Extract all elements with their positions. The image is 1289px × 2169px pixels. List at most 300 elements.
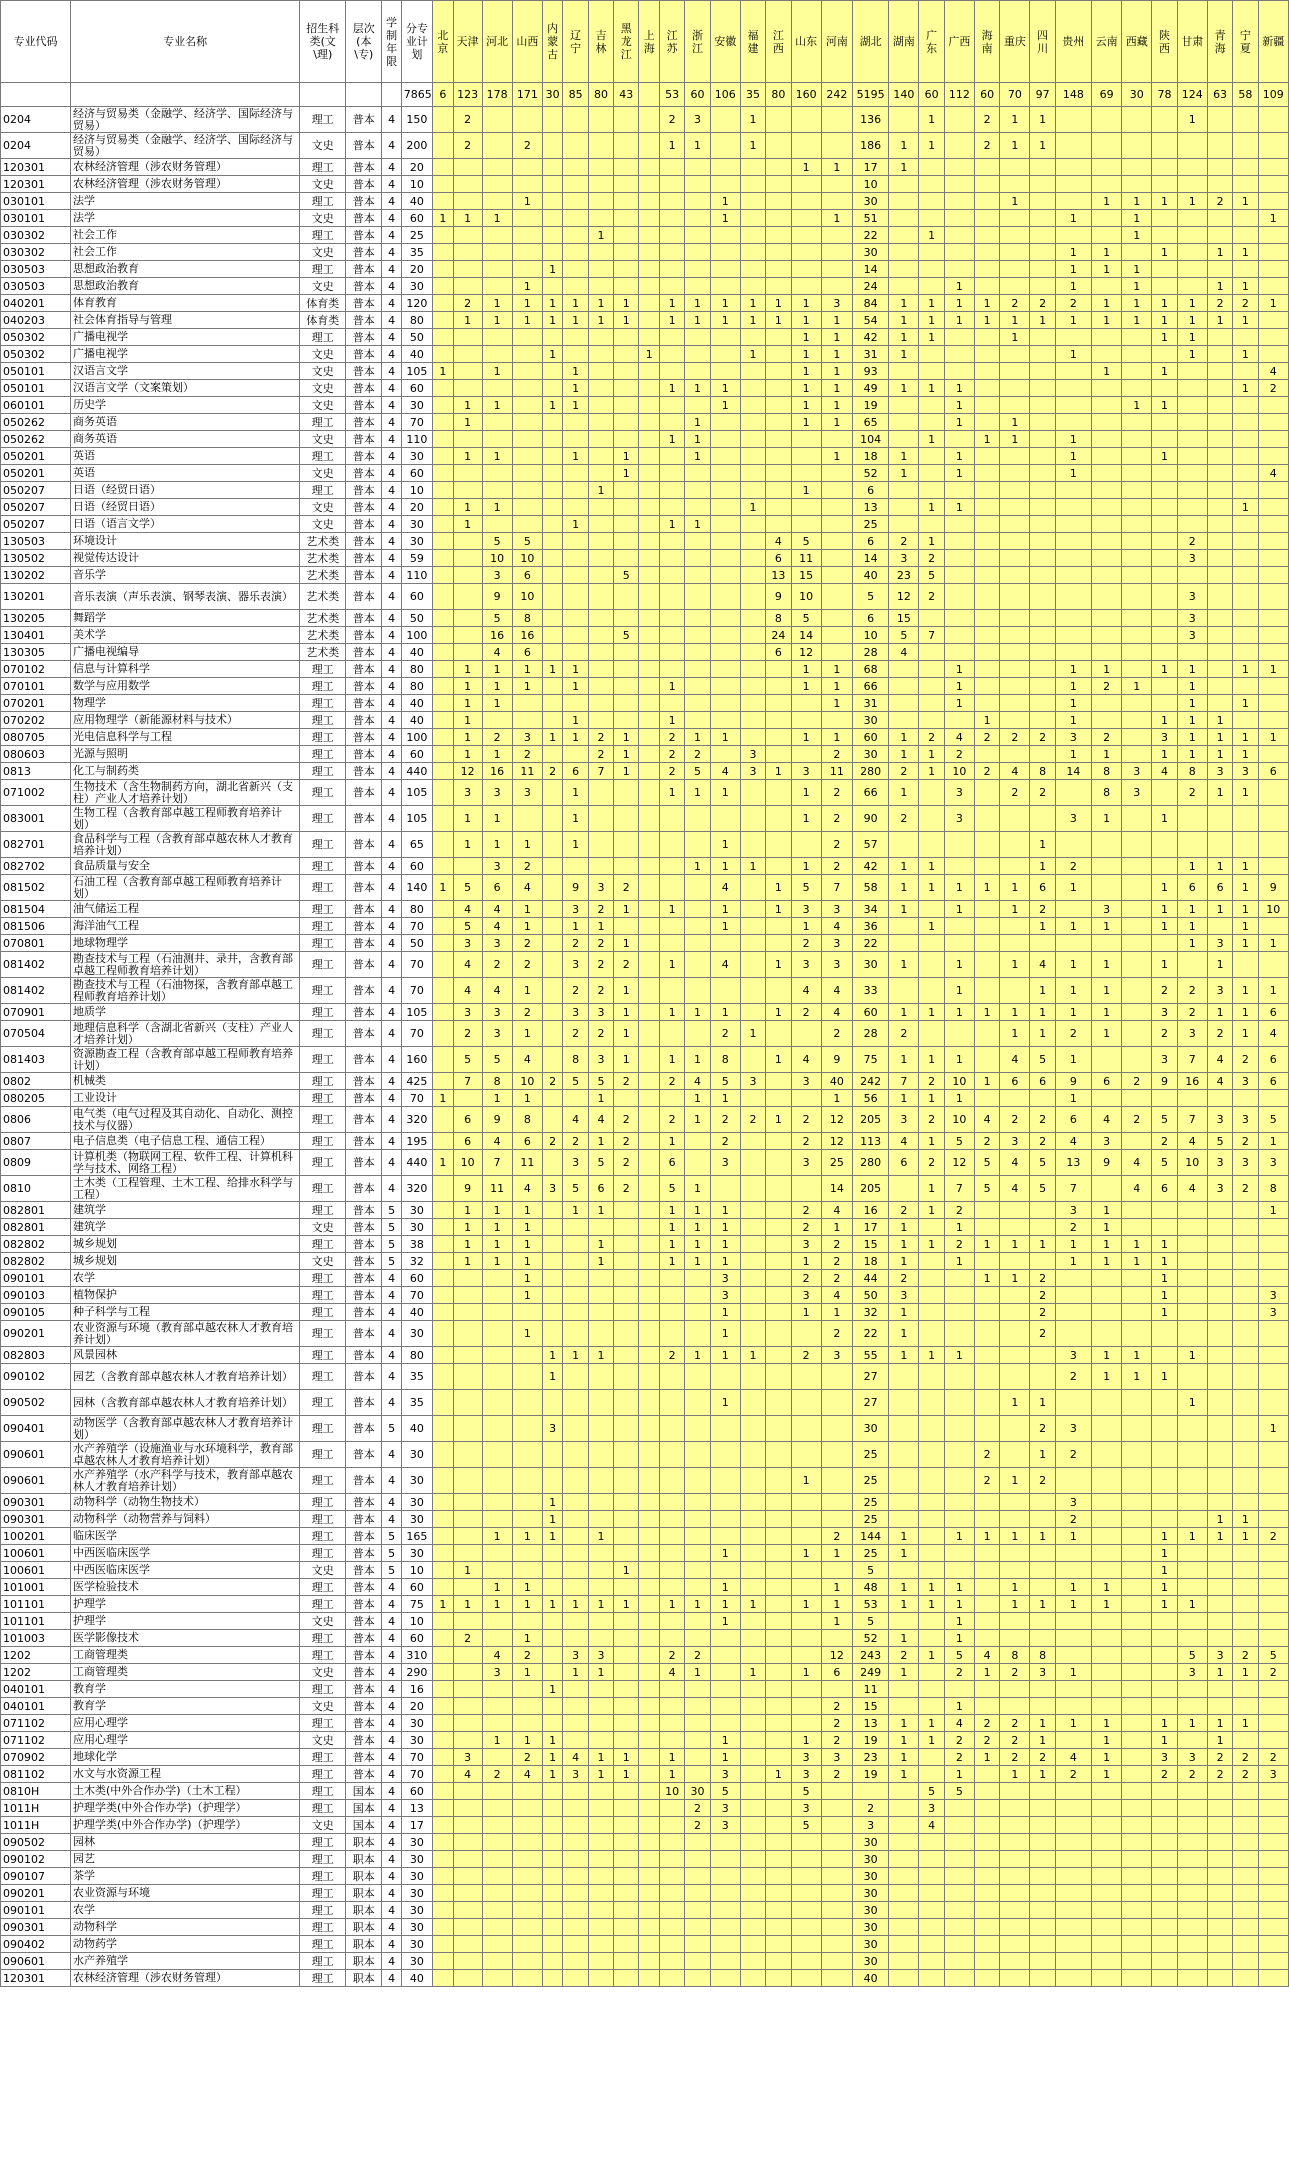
cell-province-count: [685, 1390, 710, 1416]
cell-province-count: 1: [685, 1596, 710, 1613]
cell-province-count: 5: [710, 1783, 740, 1800]
header-province: 河南: [821, 1, 852, 83]
cell-province-count: 1: [1092, 1236, 1122, 1253]
cell-province-count: 1: [1122, 210, 1152, 227]
cell-level: 普本: [346, 1090, 382, 1107]
cell-code: 0810: [1, 1176, 71, 1202]
cell-province-count: [791, 1936, 821, 1953]
cell-province-count: 2: [710, 1021, 740, 1047]
cell-level: 普本: [346, 1766, 382, 1783]
cell-plan: 200: [401, 133, 432, 159]
cell-province-count: [482, 1613, 512, 1630]
cell-code: 040101: [1, 1698, 71, 1715]
cell-province-count: 14: [821, 1176, 852, 1202]
cell-province-count: [659, 278, 684, 295]
cell-province-count: 1: [659, 1004, 684, 1021]
cell-province-count: 54: [853, 312, 889, 329]
cell-name: 教育学: [71, 1681, 300, 1698]
table-row: [1, 431, 1289, 448]
cell-province-count: [542, 1936, 563, 1953]
cell-province-count: [889, 1442, 919, 1468]
cell-province-count: [685, 1494, 710, 1511]
cell-province-count: [639, 1047, 660, 1073]
cell-province-count: [588, 806, 613, 832]
cell-province-count: [563, 1304, 588, 1321]
cell-province-count: [740, 448, 765, 465]
cell-province-count: 2: [1030, 295, 1055, 312]
cell-province-count: [1000, 1800, 1030, 1817]
cell-province-count: 1: [659, 1219, 684, 1236]
cell-province-count: 6: [512, 1133, 542, 1150]
cell-name: 农林经济管理（涉农财务管理）: [71, 159, 300, 176]
cell-level: 职本: [346, 1970, 382, 1987]
cell-province-count: 1: [659, 952, 684, 978]
cell-province-count: [1000, 380, 1030, 397]
cell-province-count: 14: [1055, 763, 1091, 780]
cell-name: 工商管理类: [71, 1647, 300, 1664]
table-row: [1, 1613, 1289, 1630]
cell-province-count: 3: [1177, 627, 1207, 644]
cell-province-count: [639, 1545, 660, 1562]
cell-province-count: [614, 695, 639, 712]
cell-province-count: 15: [889, 610, 919, 627]
cell-province-count: 1: [482, 1732, 512, 1749]
cell-province-count: [614, 533, 639, 550]
cell-province-count: 1: [1207, 312, 1232, 329]
cell-province-count: [614, 661, 639, 678]
cell-years: 4: [382, 482, 401, 499]
cell-province-count: 1: [1152, 1562, 1177, 1579]
cell-province-count: [1030, 1613, 1055, 1630]
cell-province-count: [766, 1664, 791, 1681]
cell-province-count: [1207, 806, 1232, 832]
cell-province-count: [433, 1579, 454, 1596]
cell-level: 普本: [346, 935, 382, 952]
cell-province-count: 1: [512, 1219, 542, 1236]
cell-province-count: [614, 278, 639, 295]
cell-province-count: 2: [1122, 1107, 1152, 1133]
cell-province-count: [1152, 133, 1177, 159]
cell-province-count: [639, 1579, 660, 1596]
cell-level: 普本: [346, 1630, 382, 1647]
cell-province-count: 2: [1092, 678, 1122, 695]
cell-province-count: 4: [1000, 1150, 1030, 1176]
cell-code: 050207: [1, 499, 71, 516]
cell-name: 农学: [71, 1902, 300, 1919]
cell-name: 日语（经贸日语）: [71, 499, 300, 516]
cell-name: 环境设计: [71, 533, 300, 550]
cell-province-count: 52: [853, 1630, 889, 1647]
cell-province-count: [639, 1562, 660, 1579]
cell-plan: 60: [401, 1783, 432, 1800]
cell-province-count: 1: [710, 1732, 740, 1749]
cell-province-count: [740, 1253, 765, 1270]
cell-province-count: 1: [710, 1347, 740, 1364]
cell-province-count: [791, 1647, 821, 1664]
cell-province-count: 1: [685, 858, 710, 875]
cell-province-count: [685, 1287, 710, 1304]
cell-province-count: [542, 644, 563, 661]
cell-province-count: [1258, 1347, 1288, 1364]
cell-province-count: [1000, 1364, 1030, 1390]
cell-province-count: [542, 1902, 563, 1919]
cell-province-count: 1: [791, 858, 821, 875]
cell-category: 文史: [300, 431, 346, 448]
cell-province-count: [1000, 712, 1030, 729]
cell-province-count: 1: [1000, 1021, 1030, 1047]
cell-province-count: [1092, 644, 1122, 661]
cell-code: 083001: [1, 806, 71, 832]
cell-level: 普本: [346, 729, 382, 746]
cell-province-count: [710, 935, 740, 952]
cell-province-count: 8: [512, 1107, 542, 1133]
cell-years: 4: [382, 1919, 401, 1936]
cell-province-count: 1: [791, 482, 821, 499]
cell-level: 普本: [346, 550, 382, 567]
cell-province-count: [944, 482, 974, 499]
cell-level: 国本: [346, 1783, 382, 1800]
cell-province-count: 2: [1233, 1176, 1258, 1202]
cell-province-count: [919, 644, 944, 661]
cell-province-count: [740, 278, 765, 295]
cell-province-count: [1233, 1321, 1258, 1347]
cell-province-count: [542, 431, 563, 448]
cell-code: 082802: [1, 1253, 71, 1270]
cell-province-count: [740, 1766, 765, 1783]
cell-province-count: 5: [453, 1047, 482, 1073]
cell-province-count: 1: [482, 1579, 512, 1596]
cell-province-count: [766, 1902, 791, 1919]
cell-province-count: [482, 278, 512, 295]
cell-province-count: 1: [1055, 431, 1091, 448]
cell-level: 普本: [346, 1468, 382, 1494]
cell-province-count: [919, 1528, 944, 1545]
cell-years: 4: [382, 1800, 401, 1817]
cell-province-count: [1207, 1442, 1232, 1468]
cell-province-count: 27: [853, 1364, 889, 1390]
cell-province-count: [588, 627, 613, 644]
cell-province-count: 2: [791, 1270, 821, 1287]
cell-province-count: [919, 1664, 944, 1681]
cell-province-count: [659, 1800, 684, 1817]
cell-province-count: [563, 1562, 588, 1579]
totals-cell: 171: [512, 83, 542, 107]
cell-province-count: 2: [1030, 1321, 1055, 1347]
cell-province-count: 1: [919, 380, 944, 397]
cell-province-count: [1030, 516, 1055, 533]
table-row: [1, 780, 1289, 806]
cell-province-count: [1055, 1953, 1091, 1970]
cell-province-count: 1: [542, 295, 563, 312]
cell-province-count: 1: [821, 1090, 852, 1107]
cell-level: 普本: [346, 1562, 382, 1579]
cell-name: 日语（语言文学）: [71, 516, 300, 533]
cell-province-count: [974, 159, 999, 176]
totals-cell: [346, 83, 382, 107]
cell-province-count: 1: [482, 1090, 512, 1107]
cell-province-count: 1: [889, 1579, 919, 1596]
cell-province-count: [588, 193, 613, 210]
cell-province-count: [685, 1868, 710, 1885]
cell-province-count: [944, 1834, 974, 1851]
cell-province-count: [710, 584, 740, 610]
cell-province-count: 1: [512, 278, 542, 295]
cell-province-count: 1: [1000, 193, 1030, 210]
cell-category: 理工: [300, 1004, 346, 1021]
cell-province-count: [512, 1868, 542, 1885]
cell-province-count: [453, 627, 482, 644]
cell-province-count: [1122, 729, 1152, 746]
cell-province-count: [1122, 1681, 1152, 1698]
cell-code: 080705: [1, 729, 71, 746]
cell-province-count: [433, 516, 454, 533]
cell-level: 普本: [346, 363, 382, 380]
cell-province-count: [1122, 610, 1152, 627]
cell-province-count: [889, 1851, 919, 1868]
cell-province-count: 3: [791, 1073, 821, 1090]
cell-province-count: [1000, 1885, 1030, 1902]
cell-plan: 110: [401, 567, 432, 584]
cell-province-count: [614, 176, 639, 193]
cell-province-count: [710, 107, 740, 133]
cell-province-count: [1055, 550, 1091, 567]
cell-province-count: [740, 1647, 765, 1664]
cell-province-count: 17: [853, 159, 889, 176]
cell-province-count: [974, 1800, 999, 1817]
cell-province-count: [974, 1304, 999, 1321]
cell-province-count: 4: [821, 1287, 852, 1304]
cell-province-count: 11: [821, 763, 852, 780]
cell-province-count: [639, 550, 660, 567]
cell-province-count: [1000, 567, 1030, 584]
cell-province-count: [974, 695, 999, 712]
cell-province-count: 3: [512, 729, 542, 746]
cell-province-count: [1122, 1468, 1152, 1494]
cell-province-count: 2: [1030, 1304, 1055, 1321]
cell-province-count: [766, 1073, 791, 1090]
cell-province-count: [919, 414, 944, 431]
cell-province-count: [639, 176, 660, 193]
cell-province-count: [685, 806, 710, 832]
cell-province-count: [659, 227, 684, 244]
cell-years: 4: [382, 1851, 401, 1868]
cell-level: 普本: [346, 1253, 382, 1270]
cell-province-count: 1: [453, 1596, 482, 1613]
cell-province-count: [639, 978, 660, 1004]
cell-province-count: 10: [944, 1107, 974, 1133]
cell-province-count: [944, 1270, 974, 1287]
cell-province-count: [1122, 1851, 1152, 1868]
cell-province-count: [685, 627, 710, 644]
cell-years: 4: [382, 1073, 401, 1090]
cell-province-count: 19: [853, 1732, 889, 1749]
cell-province-count: 25: [821, 1150, 852, 1176]
cell-province-count: 6: [1092, 1073, 1122, 1090]
cell-province-count: [1177, 806, 1207, 832]
cell-province-count: [1207, 1630, 1232, 1647]
cell-province-count: [1207, 1698, 1232, 1715]
totals-cell: [1, 83, 71, 107]
totals-cell: 80: [766, 83, 791, 107]
header-province: 上海: [639, 1, 660, 83]
cell-name: 园林: [71, 1834, 300, 1851]
cell-province-count: [433, 346, 454, 363]
cell-province-count: [433, 380, 454, 397]
cell-province-count: 1: [1233, 380, 1258, 397]
cell-province-count: 1: [791, 1253, 821, 1270]
cell-province-count: [1207, 1287, 1232, 1304]
cell-province-count: 25: [853, 1511, 889, 1528]
cell-province-count: 1: [710, 1219, 740, 1236]
cell-province-count: [740, 1749, 765, 1766]
cell-province-count: [433, 414, 454, 431]
cell-province-count: [639, 1528, 660, 1545]
cell-province-count: [791, 1834, 821, 1851]
cell-province-count: [889, 482, 919, 499]
cell-province-count: 1: [791, 159, 821, 176]
cell-province-count: [659, 1270, 684, 1287]
cell-years: 4: [382, 1902, 401, 1919]
cell-province-count: 17: [853, 1219, 889, 1236]
cell-province-count: [659, 363, 684, 380]
cell-province-count: [1055, 1545, 1091, 1562]
cell-province-count: [821, 584, 852, 610]
cell-province-count: [1000, 661, 1030, 678]
cell-province-count: [639, 1630, 660, 1647]
cell-plan: 40: [401, 346, 432, 363]
cell-province-count: 10: [944, 1073, 974, 1090]
cell-name: 园林（含教育部卓越农林人才教育培养计划）: [71, 1390, 300, 1416]
cell-province-count: [710, 1885, 740, 1902]
cell-province-count: [482, 482, 512, 499]
cell-province-count: 1: [710, 193, 740, 210]
cell-province-count: [710, 1715, 740, 1732]
cell-province-count: [1092, 465, 1122, 482]
cell-years: 4: [382, 1817, 401, 1834]
cell-province-count: 1: [542, 1347, 563, 1364]
cell-category: 理工: [300, 1647, 346, 1664]
cell-province-count: [685, 1902, 710, 1919]
cell-province-count: [766, 465, 791, 482]
cell-name: 数学与应用数学: [71, 678, 300, 695]
cell-province-count: [542, 193, 563, 210]
cell-province-count: [1122, 1919, 1152, 1936]
cell-province-count: [659, 1715, 684, 1732]
cell-province-count: [1092, 550, 1122, 567]
cell-province-count: [1092, 1783, 1122, 1800]
cell-province-count: [614, 159, 639, 176]
cell-code: 050201: [1, 465, 71, 482]
cell-plan: 32: [401, 1253, 432, 1270]
cell-province-count: [944, 1416, 974, 1442]
cell-category: 理工: [300, 1868, 346, 1885]
cell-category: 艺术类: [300, 584, 346, 610]
cell-province-count: 1: [1000, 431, 1030, 448]
cell-code: 050101: [1, 363, 71, 380]
cell-province-count: [563, 1868, 588, 1885]
cell-province-count: [1233, 133, 1258, 159]
cell-province-count: [433, 729, 454, 746]
cell-province-count: [1177, 1090, 1207, 1107]
cell-province-count: 1: [1122, 1236, 1152, 1253]
cell-province-count: [710, 1468, 740, 1494]
cell-province-count: 3: [563, 1766, 588, 1783]
cell-code: 090601: [1, 1953, 71, 1970]
cell-province-count: [482, 176, 512, 193]
cell-province-count: 7: [1177, 1107, 1207, 1133]
cell-province-count: 1: [563, 1202, 588, 1219]
cell-province-count: [1233, 567, 1258, 584]
cell-province-count: [791, 1902, 821, 1919]
cell-level: 普本: [346, 1176, 382, 1202]
cell-province-count: [542, 1630, 563, 1647]
cell-province-count: [1055, 832, 1091, 858]
cell-category: 理工: [300, 1681, 346, 1698]
cell-province-count: [1177, 278, 1207, 295]
cell-province-count: [1177, 1202, 1207, 1219]
cell-province-count: 3: [1152, 729, 1177, 746]
cell-province-count: 1: [821, 312, 852, 329]
cell-province-count: 1: [740, 346, 765, 363]
cell-province-count: [542, 1047, 563, 1073]
cell-province-count: [821, 1364, 852, 1390]
cell-province-count: [1122, 1511, 1152, 1528]
cell-province-count: [1055, 1834, 1091, 1851]
cell-province-count: [685, 176, 710, 193]
cell-province-count: [1092, 1321, 1122, 1347]
cell-years: 4: [382, 1176, 401, 1202]
table-row: [1, 1107, 1289, 1133]
cell-province-count: 1: [1000, 107, 1030, 133]
cell-province-count: [944, 1970, 974, 1987]
cell-province-count: [482, 1868, 512, 1885]
cell-province-count: 1: [1122, 312, 1152, 329]
cell-province-count: 1: [512, 978, 542, 1004]
cell-level: 普本: [346, 1416, 382, 1442]
header-province: 陕西: [1152, 1, 1177, 83]
cell-code: 080205: [1, 1090, 71, 1107]
cell-province-count: 1: [659, 133, 684, 159]
table-row: [1, 329, 1289, 346]
cell-province-count: [1000, 499, 1030, 516]
cell-province-count: [433, 1919, 454, 1936]
cell-province-count: [639, 1004, 660, 1021]
cell-province-count: [1122, 1219, 1152, 1236]
cell-province-count: [542, 482, 563, 499]
cell-province-count: 1: [944, 1090, 974, 1107]
cell-province-count: 1: [482, 499, 512, 516]
cell-category: 理工: [300, 1390, 346, 1416]
cell-province-count: [740, 1885, 765, 1902]
cell-province-count: [889, 431, 919, 448]
cell-province-count: 3: [1055, 1416, 1091, 1442]
cell-province-count: 1: [1000, 875, 1030, 901]
cell-level: 普本: [346, 1579, 382, 1596]
cell-category: 理工: [300, 1270, 346, 1287]
cell-province-count: [563, 1321, 588, 1347]
cell-province-count: 1: [1092, 1766, 1122, 1783]
cell-plan: 20: [401, 261, 432, 278]
cell-province-count: [1122, 482, 1152, 499]
cell-province-count: [1122, 448, 1152, 465]
cell-province-count: [1030, 712, 1055, 729]
cell-province-count: [685, 952, 710, 978]
cell-province-count: [944, 227, 974, 244]
cell-province-count: 1: [512, 193, 542, 210]
cell-province-count: [453, 380, 482, 397]
cell-province-count: [974, 278, 999, 295]
cell-province-count: [1000, 678, 1030, 695]
